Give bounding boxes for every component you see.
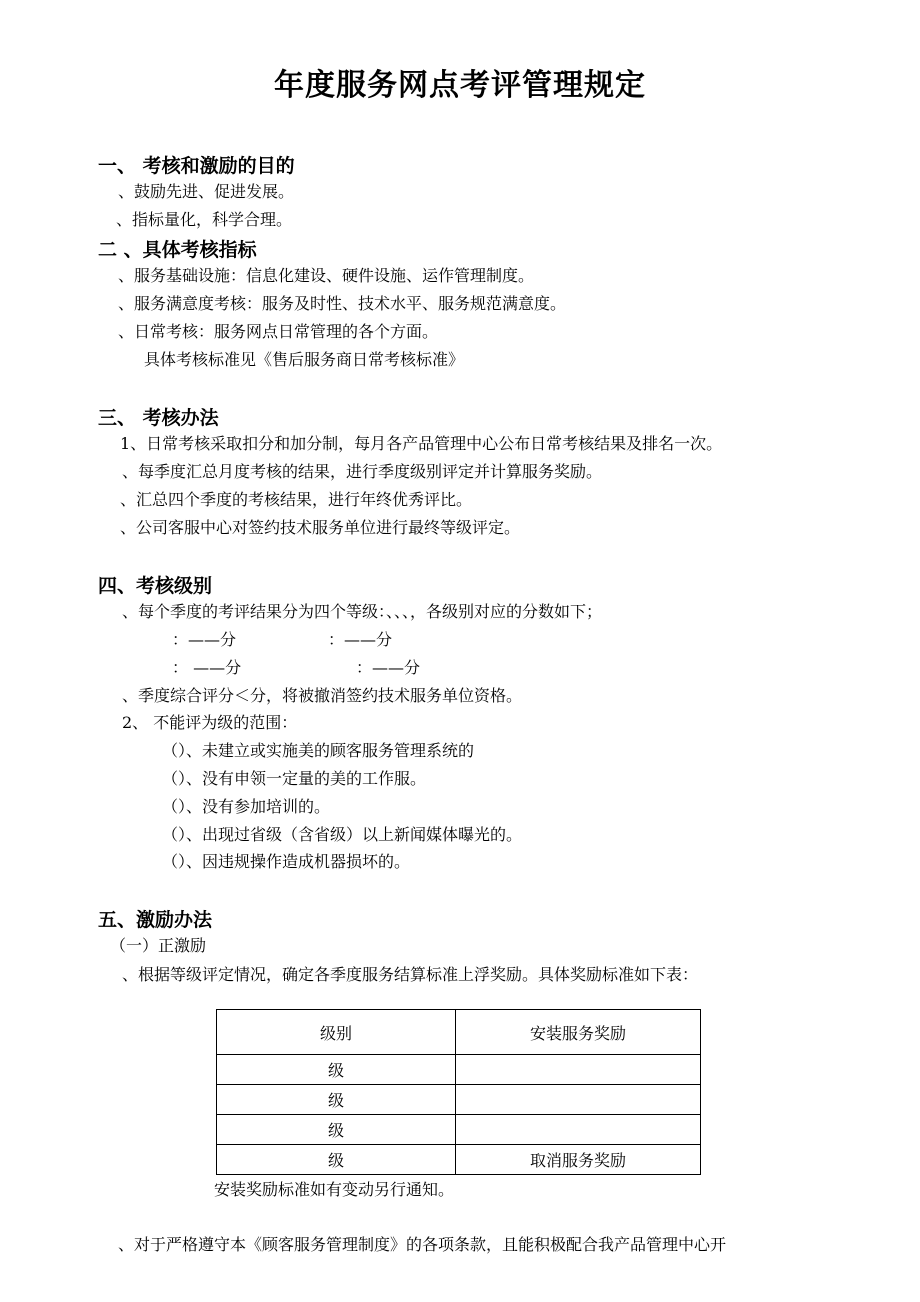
page-title: 年度服务网点考评管理规定: [274, 68, 646, 103]
reward-note: 安装奖励标准如有变动另行通知。: [214, 1180, 455, 1199]
section-2-heading: 二 、具体考核指标: [98, 239, 257, 261]
table-cell: 级: [217, 1085, 456, 1115]
table-row: [217, 1085, 701, 1115]
table-cell: 级: [217, 1145, 456, 1175]
section-3-item: 、每季度汇总月度考核的结果，进行季度级别评定并计算服务奖励。: [122, 462, 603, 481]
reward-table: [216, 1009, 701, 1175]
exclusion-item: （）、没有参加培训的。: [162, 797, 331, 816]
grade-score: ：——分: [328, 630, 393, 649]
table-cell: 取消服务奖励: [456, 1145, 701, 1175]
section-3-heading: 三、 考核办法: [98, 407, 219, 429]
grade-score: ：——分: [356, 658, 421, 677]
table-row: [217, 1115, 701, 1145]
section-1-heading: 一、 考核和激励的目的: [98, 155, 295, 177]
table-cell: 级: [217, 1055, 456, 1085]
grades-intro: 、每个季度的考评结果分为四个等级：、、、，各级别对应的分数如下；: [122, 602, 603, 621]
section-5-heading: 五、激励办法: [98, 909, 213, 931]
table-header-row: [217, 1010, 701, 1055]
cancel-rule: 、季度综合评分＜分，将被撤消签约技术服务单位资格。: [122, 686, 523, 705]
section-3-item: 1、日常考核采取扣分和加分制，每月各产品管理中心公布日常考核结果及排名一次。: [120, 434, 723, 453]
exclusion-item: （）、未建立或实施美的顾客服务管理系统的: [162, 741, 475, 760]
table-cell: [456, 1115, 701, 1145]
section-2-item: 、服务基础设施：信息化建设、硬件设施、运作管理制度。: [118, 266, 535, 285]
closing-paragraph: 、对于严格遵守本《顾客服务管理制度》的各项条款，且能积极配合我产品管理中心开: [118, 1235, 727, 1254]
table-row: [217, 1055, 701, 1085]
section-2-item: 、服务满意度考核：服务及时性、技术水平、服务规范满意度。: [118, 294, 567, 313]
section-3-item: 、汇总四个季度的考核结果，进行年终优秀评比。: [120, 490, 473, 509]
section-3-item: 、公司客服中心对签约技术服务单位进行最终等级评定。: [120, 518, 521, 537]
table-header-cell: 安装服务奖励: [456, 1010, 701, 1055]
table-cell: 级: [217, 1115, 456, 1145]
section-1-item: 、指标量化，科学合理。: [116, 210, 293, 229]
table-row: [217, 1145, 701, 1175]
section-2-item: 、日常考核：服务网点日常管理的各个方面。: [118, 322, 439, 341]
exclusion-item: （）、没有申领一定量的美的工作服。: [162, 769, 427, 788]
section-1-item: 、鼓励先进、促进发展。: [118, 182, 295, 201]
incentive-intro: 、根据等级评定情况，确定各季度服务结算标准上浮奖励。具体奖励标准如下表：: [122, 965, 699, 984]
table-cell: [456, 1085, 701, 1115]
exclusion-heading: 2、 不能评为级的范围：: [122, 713, 298, 732]
exclusion-item: （）、出现过省级（含省级）以上新闻媒体曝光的。: [162, 825, 523, 844]
grade-score: ： ——分: [172, 658, 242, 677]
section-4-heading: 四、考核级别: [98, 575, 213, 597]
positive-incentive-heading: （一）正激励: [110, 936, 207, 955]
table-cell: [456, 1055, 701, 1085]
section-2-standard-note: 具体考核标准见《售后服务商日常考核标准》: [144, 350, 465, 369]
table-header-cell: 级别: [217, 1010, 456, 1055]
exclusion-item: （）、因违规操作造成机器损坏的。: [162, 852, 411, 871]
grade-score: ：——分: [172, 630, 237, 649]
